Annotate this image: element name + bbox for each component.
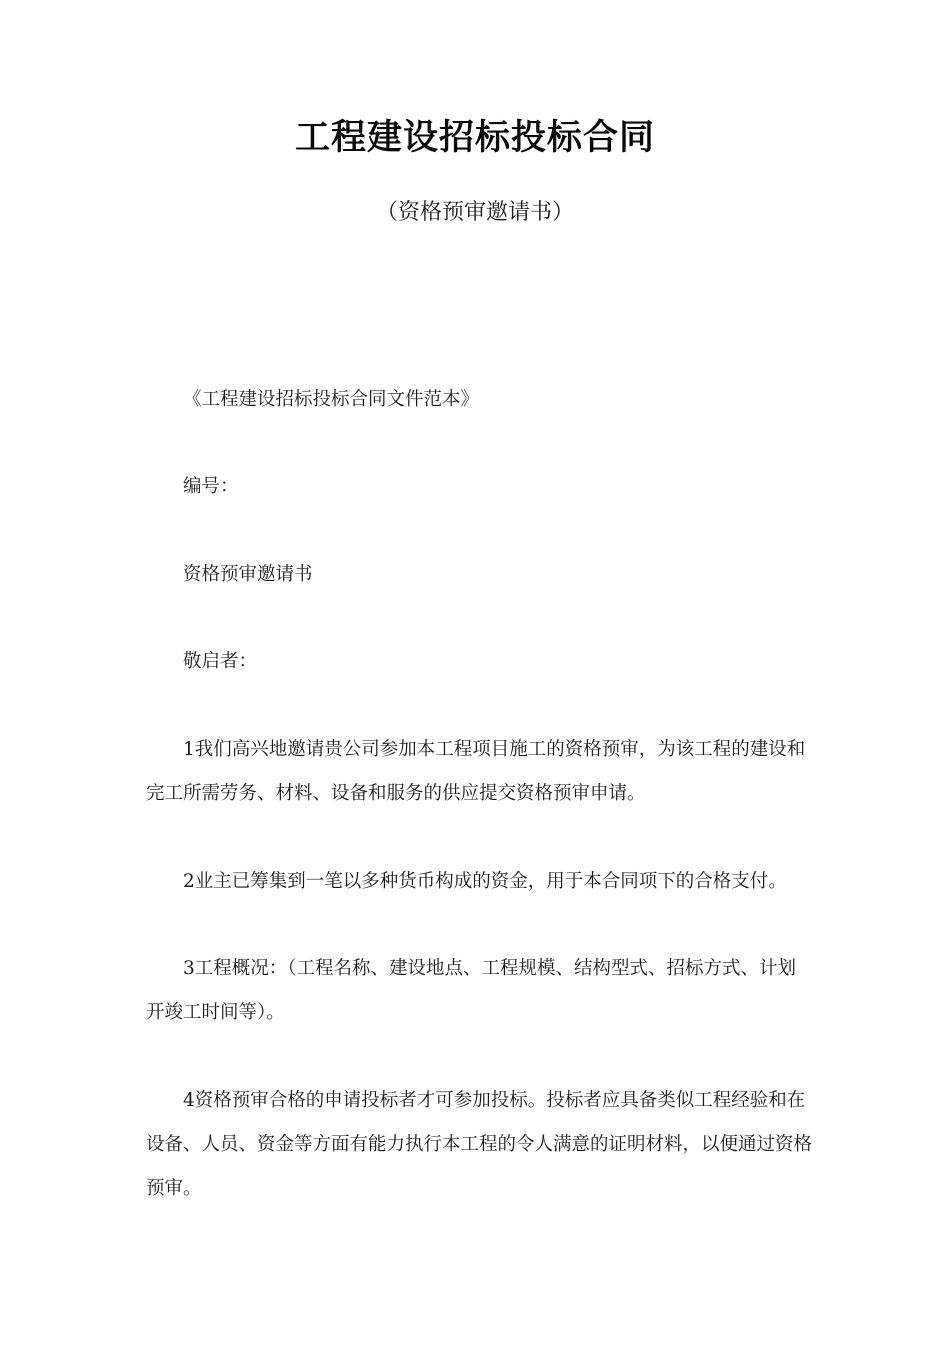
number-label: 编号： — [183, 476, 239, 497]
paragraph-4: 4资格预审合格的申请投标者才可参加投标。投标者应具备类似工程经验和在设备、人员、资金等方面有能力执行本工程的令人满意的证明材料，以便通过资格预审。 — [146, 1090, 813, 1199]
greeting: 敬启者： — [183, 651, 258, 672]
section-heading: 资格预审邀请书 — [183, 564, 313, 585]
paragraph-1: 1我们高兴地邀请贵公司参加本工程项目施工的资格预审，为该工程的建设和完工所需劳务、材料、设备和服务的供应提交资格预审申请。 — [146, 739, 806, 804]
paragraph-2: 2业主已筹集到一笔以多种货币构成的资金，用于本合同项下的合格支付。 — [183, 871, 787, 892]
document-title: 工程建设招标投标合同 — [294, 118, 655, 158]
paragraph-3: 3工程概况：（工程名称、建设地点、工程规模、结构型式、招标方式、计划开竣工时间等）。 — [146, 958, 797, 1023]
document-subtitle: （资格预审邀请书） — [375, 200, 574, 225]
reference-line: 《工程建设招标投标合同文件范本》 — [183, 389, 480, 410]
